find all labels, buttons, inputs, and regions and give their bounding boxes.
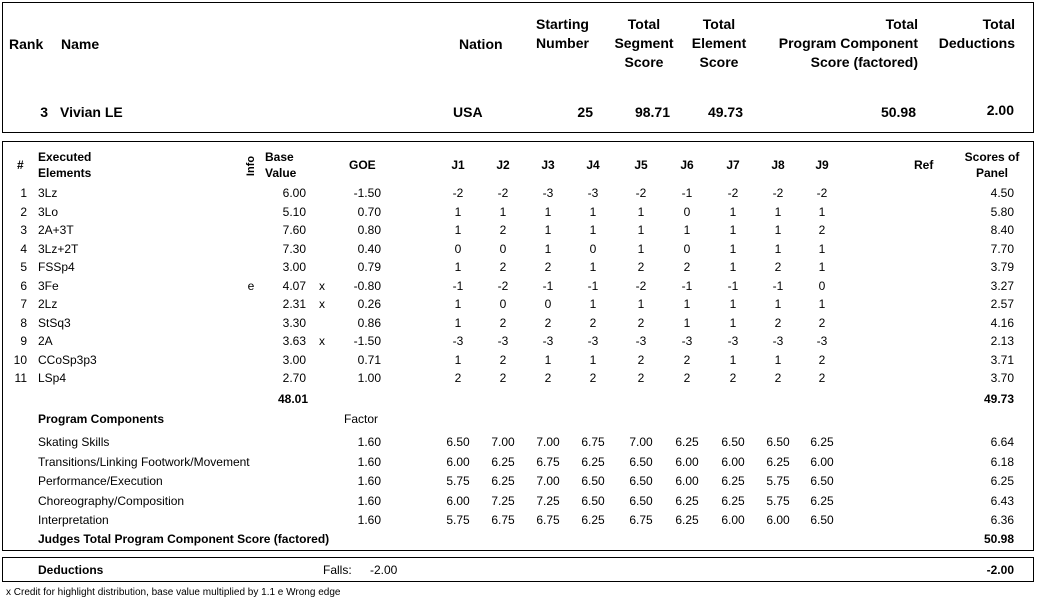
element-goe: 1.00 xyxy=(357,371,381,385)
element-number: 3 xyxy=(20,223,27,237)
element-name: FSSp4 xyxy=(38,260,75,274)
pc-judge-score: 5.75 xyxy=(446,513,470,528)
judge-header-2: J2 xyxy=(496,158,510,172)
element-panel-score: 5.80 xyxy=(990,204,1014,219)
element-judge-score: 0 xyxy=(499,297,507,311)
element-judge-score: -1 xyxy=(772,278,784,293)
element-judge-score: 2 xyxy=(774,371,782,385)
pc-judge-score: 6.00 xyxy=(721,513,745,528)
element-judge-score: 1 xyxy=(683,315,691,330)
skater-starting-number: 25 xyxy=(577,104,593,120)
element-judge-score: 2 xyxy=(637,352,645,367)
element-number: 7 xyxy=(20,297,27,311)
element-name: 2A+3T xyxy=(38,223,74,237)
pc-judge-score: 6.50 xyxy=(810,474,834,489)
element-judge-score: 2 xyxy=(818,315,826,330)
element-judge-score: 1 xyxy=(454,260,462,274)
element-judge-score: -1 xyxy=(542,278,554,293)
element-judge-score: 1 xyxy=(637,223,645,237)
pc-judge-score: 7.25 xyxy=(536,493,560,508)
element-judge-score: 2 xyxy=(544,371,552,385)
pc-judge-score: 6.50 xyxy=(629,493,653,508)
element-base-value: 3.00 xyxy=(282,352,306,367)
element-judge-score: 1 xyxy=(544,241,552,256)
pc-judge-score: 7.00 xyxy=(536,435,560,449)
skater-nation: USA xyxy=(453,104,483,120)
element-judge-score: 1 xyxy=(729,260,737,274)
deductions-label: Deductions xyxy=(38,563,104,577)
pc-judge-score: 6.25 xyxy=(721,474,745,489)
element-judge-score: 0 xyxy=(454,241,462,256)
pc-judge-score: 6.25 xyxy=(491,454,515,469)
pc-panel-score: 6.18 xyxy=(990,454,1014,469)
element-judge-score: 1 xyxy=(818,204,826,219)
element-panel-score: 2.13 xyxy=(990,334,1014,348)
col-base-header: Base Value xyxy=(265,150,297,180)
element-goe: -1.50 xyxy=(353,186,381,200)
element-judge-score: 1 xyxy=(637,204,645,219)
element-judge-score: -1 xyxy=(587,278,599,293)
element-judge-score: -3 xyxy=(497,334,509,348)
pc-panel-score: 6.43 xyxy=(990,493,1014,508)
deductions-total: -2.00 xyxy=(986,563,1014,577)
element-bonus-mark: x xyxy=(319,297,325,311)
element-judge-score: 1 xyxy=(818,241,826,256)
judge-header-3: J3 xyxy=(541,158,555,172)
element-judge-score: -3 xyxy=(635,334,647,348)
deductions-header: Total Deductions xyxy=(938,16,1015,51)
element-judge-score: -3 xyxy=(681,334,693,348)
pc-judge-score: 6.50 xyxy=(721,435,745,449)
element-judge-score: 2 xyxy=(818,223,826,237)
element-base-value: 5.10 xyxy=(282,204,306,219)
pc-judge-score: 6.75 xyxy=(629,513,653,528)
footnote: x Credit for highlight distribution, base value multiplied by 1.1 e Wrong edge xyxy=(6,587,341,598)
element-goe: 0.71 xyxy=(357,352,381,367)
element-judge-score: 2 xyxy=(818,371,826,385)
element-base-value: 4.07 xyxy=(282,278,306,293)
element-name: 3Lo xyxy=(38,204,59,219)
element-name: 2Lz xyxy=(38,297,58,311)
pc-judge-score: 6.00 xyxy=(766,513,790,528)
element-base-value: 6.00 xyxy=(282,186,306,200)
col-panel-header: Scores of Panel xyxy=(964,150,1020,180)
pc-panel-score: 6.64 xyxy=(990,435,1014,449)
element-judge-score: -2 xyxy=(816,186,828,200)
element-name: LSp4 xyxy=(38,371,67,385)
pc-total-label: Judges Total Program Component Score (factored) xyxy=(38,532,330,546)
element-panel-score: 7.70 xyxy=(990,241,1014,256)
judge-header-5: J5 xyxy=(634,158,648,172)
element-base-value: 7.60 xyxy=(282,223,306,237)
element-number: 10 xyxy=(13,352,27,367)
element-judge-score: 2 xyxy=(637,260,645,274)
nation-header: Nation xyxy=(459,36,503,52)
element-judge-score: -1 xyxy=(452,278,464,293)
skater-deductions: 2.00 xyxy=(986,102,1014,118)
element-base-value: 2.31 xyxy=(282,297,306,311)
pc-judge-score: 6.50 xyxy=(766,435,790,449)
pc-judge-score: 6.50 xyxy=(629,454,653,469)
element-base-value: 3.30 xyxy=(282,315,306,330)
element-base-value: 3.00 xyxy=(282,260,306,274)
panel-total: 49.73 xyxy=(983,392,1014,406)
element-goe: -1.50 xyxy=(353,334,381,348)
element-judge-score: 1 xyxy=(637,241,645,256)
pc-judge-score: 6.00 xyxy=(675,474,699,489)
skater-pcs: 50.98 xyxy=(880,104,916,120)
element-judge-score: 1 xyxy=(818,297,826,311)
pc-total: 50.98 xyxy=(983,532,1014,546)
pc-judge-score: 7.00 xyxy=(491,435,515,449)
element-name: StSq3 xyxy=(38,315,71,330)
pc-judge-score: 6.00 xyxy=(810,454,834,469)
element-judge-score: 2 xyxy=(683,371,691,385)
element-judge-score: 1 xyxy=(544,352,552,367)
element-name: 2A xyxy=(38,334,53,348)
element-info: e xyxy=(247,278,255,293)
pc-judge-score: 6.00 xyxy=(675,454,699,469)
pc-judge-score: 6.25 xyxy=(766,454,790,469)
element-judge-score: 1 xyxy=(683,223,691,237)
element-panel-score: 3.70 xyxy=(990,371,1014,385)
pc-judge-score: 6.25 xyxy=(491,474,515,489)
element-judge-score: 1 xyxy=(589,260,597,274)
element-bonus-mark: x xyxy=(319,278,325,293)
pc-judge-score: 6.00 xyxy=(721,454,745,469)
element-judge-score: 2 xyxy=(774,260,782,274)
element-judge-score: 0 xyxy=(818,278,826,293)
element-name: 3Lz xyxy=(38,186,58,200)
element-judge-score: 0 xyxy=(589,241,597,256)
pc-factor: 1.60 xyxy=(357,454,381,469)
tes-header: Total Element Score xyxy=(691,16,747,70)
element-number: 5 xyxy=(20,260,27,274)
element-judge-score: 1 xyxy=(729,241,737,256)
element-name: 3Lz+2T xyxy=(38,241,79,256)
element-judge-score: -2 xyxy=(497,278,509,293)
element-judge-score: 1 xyxy=(454,315,462,330)
element-judge-score: -3 xyxy=(542,334,554,348)
element-number: 2 xyxy=(20,204,27,219)
pc-name: Performance/Execution xyxy=(38,474,163,489)
pc-judge-score: 6.25 xyxy=(581,513,605,528)
element-name: CCoSp3p3 xyxy=(38,352,97,367)
element-number: 6 xyxy=(20,278,27,293)
element-judge-score: 1 xyxy=(454,352,462,367)
pc-judge-score: 6.25 xyxy=(581,454,605,469)
pc-judge-score: 6.75 xyxy=(536,454,560,469)
element-judge-score: 1 xyxy=(729,352,737,367)
pc-name: Interpretation xyxy=(38,513,109,528)
element-judge-score: 1 xyxy=(454,223,462,237)
pc-judge-score: 5.75 xyxy=(446,474,470,489)
element-judge-score: 2 xyxy=(544,315,552,330)
pc-judge-score: 6.75 xyxy=(536,513,560,528)
col-executed-header: Executed Elements xyxy=(38,150,92,180)
element-judge-score: 2 xyxy=(544,260,552,274)
pc-name: Skating Skills xyxy=(38,435,110,449)
element-judge-score: 1 xyxy=(729,223,737,237)
element-judge-score: 1 xyxy=(499,204,507,219)
pc-judge-score: 6.50 xyxy=(581,474,605,489)
element-judge-score: -3 xyxy=(772,334,784,348)
tss-header: Total Segment Score xyxy=(614,16,674,70)
element-judge-score: 2 xyxy=(637,315,645,330)
element-judge-score: 1 xyxy=(774,204,782,219)
element-number: 8 xyxy=(20,315,27,330)
element-panel-score: 4.50 xyxy=(990,186,1014,200)
element-name: 3Fe xyxy=(38,278,59,293)
element-judge-score: 2 xyxy=(683,352,691,367)
element-number: 9 xyxy=(20,334,27,348)
pc-judge-score: 6.25 xyxy=(810,493,834,508)
pc-judge-score: 6.00 xyxy=(446,454,470,469)
element-judge-score: -2 xyxy=(727,186,739,200)
element-judge-score: -3 xyxy=(727,334,739,348)
element-judge-score: 2 xyxy=(683,260,691,274)
pc-panel-score: 6.36 xyxy=(990,513,1014,528)
element-judge-score: -2 xyxy=(452,186,464,200)
judge-header-9: J9 xyxy=(815,158,829,172)
element-judge-score: 0 xyxy=(499,241,507,256)
pc-judge-score: 6.50 xyxy=(581,493,605,508)
element-judge-score: 2 xyxy=(499,352,507,367)
pc-judge-score: 6.25 xyxy=(810,435,834,449)
pc-judge-score: 5.75 xyxy=(766,493,790,508)
element-judge-score: 1 xyxy=(454,204,462,219)
skater-tss: 98.71 xyxy=(634,104,670,120)
element-judge-score: -3 xyxy=(587,186,599,200)
pc-factor-header: Factor xyxy=(344,412,379,426)
element-goe: 0.79 xyxy=(357,260,381,274)
falls-label: Falls: xyxy=(323,563,352,577)
element-bonus-mark: x xyxy=(319,334,325,348)
pcs-header: Total Program Component Score (factored) xyxy=(778,16,918,70)
element-judge-score: 1 xyxy=(454,297,462,311)
starting-number-header: Starting Number xyxy=(536,16,589,51)
pc-factor: 1.60 xyxy=(357,474,381,489)
pc-title: Program Components xyxy=(38,412,165,426)
element-judge-score: -3 xyxy=(587,334,599,348)
element-panel-score: 3.71 xyxy=(990,352,1014,367)
pc-judge-score: 7.00 xyxy=(536,474,560,489)
pc-judge-score: 6.75 xyxy=(491,513,515,528)
element-judge-score: -2 xyxy=(772,186,784,200)
judge-header-4: J4 xyxy=(586,158,600,172)
element-judge-score: -3 xyxy=(542,186,554,200)
pc-judge-score: 6.50 xyxy=(810,513,834,528)
element-judge-score: 1 xyxy=(774,241,782,256)
pc-factor: 1.60 xyxy=(357,513,381,528)
element-goe: 0.80 xyxy=(357,223,381,237)
element-judge-score: 0 xyxy=(683,241,691,256)
pc-judge-score: 6.50 xyxy=(446,435,470,449)
element-judge-score: 1 xyxy=(589,204,597,219)
col-goe-header: GOE xyxy=(349,158,376,172)
pc-judge-score: 6.25 xyxy=(675,513,699,528)
element-judge-score: 2 xyxy=(499,315,507,330)
element-judge-score: -1 xyxy=(727,278,739,293)
element-judge-score: -2 xyxy=(635,278,647,293)
element-judge-score: 1 xyxy=(774,297,782,311)
element-goe: -0.80 xyxy=(353,278,381,293)
rank-header: Rank xyxy=(9,36,44,52)
pc-judge-score: 6.00 xyxy=(446,493,470,508)
element-judge-score: 2 xyxy=(499,223,507,237)
element-judge-score: 1 xyxy=(729,297,737,311)
element-judge-score: 1 xyxy=(774,223,782,237)
element-judge-score: 2 xyxy=(454,371,462,385)
element-number: 4 xyxy=(20,241,27,256)
element-judge-score: -2 xyxy=(497,186,509,200)
pc-judge-score: 6.25 xyxy=(675,493,699,508)
pc-judge-score: 5.75 xyxy=(766,474,790,489)
element-judge-score: -3 xyxy=(452,334,464,348)
element-judge-score: -3 xyxy=(816,334,828,348)
element-judge-score: 1 xyxy=(729,315,737,330)
pc-name: Transitions/Linking Footwork/Movement xyxy=(38,454,250,469)
element-judge-score: -1 xyxy=(681,278,693,293)
pc-factor: 1.60 xyxy=(357,435,381,449)
score-detail-box xyxy=(2,141,1034,551)
element-judge-score: 1 xyxy=(589,223,597,237)
judge-header-8: J8 xyxy=(771,158,785,172)
element-panel-score: 3.27 xyxy=(990,278,1014,293)
element-judge-score: 1 xyxy=(589,352,597,367)
pc-panel-score: 6.25 xyxy=(990,474,1014,489)
element-judge-score: 1 xyxy=(589,297,597,311)
pc-judge-score: 7.25 xyxy=(491,493,515,508)
col-num-header: # xyxy=(17,158,24,172)
judge-header-7: J7 xyxy=(726,158,740,172)
element-judge-score: 1 xyxy=(774,352,782,367)
element-goe: 0.86 xyxy=(357,315,381,330)
base-total: 48.01 xyxy=(277,392,308,406)
pc-factor: 1.60 xyxy=(357,493,381,508)
element-judge-score: 1 xyxy=(544,204,552,219)
skater-name: Vivian LE xyxy=(60,104,123,120)
element-judge-score: 2 xyxy=(589,315,597,330)
element-judge-score: 0 xyxy=(683,204,691,219)
element-judge-score: 1 xyxy=(544,223,552,237)
element-judge-score: 1 xyxy=(729,204,737,219)
skater-tes: 49.73 xyxy=(707,104,743,120)
element-judge-score: 2 xyxy=(637,371,645,385)
element-panel-score: 3.79 xyxy=(990,260,1014,274)
element-base-value: 7.30 xyxy=(282,241,306,256)
col-info-header: Info xyxy=(245,155,258,177)
pc-judge-score: 7.00 xyxy=(629,435,653,449)
element-base-value: 2.70 xyxy=(282,371,306,385)
element-panel-score: 4.16 xyxy=(990,315,1014,330)
pc-judge-score: 6.25 xyxy=(675,435,699,449)
element-judge-score: 1 xyxy=(637,297,645,311)
element-judge-score: 0 xyxy=(544,297,552,311)
pc-judge-score: 6.75 xyxy=(581,435,605,449)
element-panel-score: 8.40 xyxy=(990,223,1014,237)
element-judge-score: 2 xyxy=(774,315,782,330)
col-ref-header: Ref xyxy=(914,158,934,172)
element-goe: 0.40 xyxy=(357,241,381,256)
judge-header-1: J1 xyxy=(451,158,465,172)
element-goe: 0.70 xyxy=(357,204,381,219)
pc-judge-score: 6.25 xyxy=(721,493,745,508)
element-judge-score: 2 xyxy=(589,371,597,385)
deductions-box xyxy=(2,557,1034,582)
element-judge-score: 2 xyxy=(499,260,507,274)
skater-rank: 3 xyxy=(40,104,48,120)
element-judge-score: 2 xyxy=(818,352,826,367)
judge-header-6: J6 xyxy=(680,158,694,172)
element-judge-score: 1 xyxy=(818,260,826,274)
pc-judge-score: 6.50 xyxy=(629,474,653,489)
element-number: 1 xyxy=(20,186,27,200)
falls-value: -2.00 xyxy=(370,563,398,577)
element-base-value: 3.63 xyxy=(282,334,306,348)
pc-name: Choreography/Composition xyxy=(38,493,185,508)
element-number: 11 xyxy=(14,371,27,385)
element-judge-score: 2 xyxy=(729,371,737,385)
element-judge-score: 1 xyxy=(683,297,691,311)
name-header: Name xyxy=(61,36,100,52)
element-panel-score: 2.57 xyxy=(990,297,1014,311)
element-judge-score: -1 xyxy=(681,186,693,200)
element-judge-score: 2 xyxy=(499,371,507,385)
element-judge-score: -2 xyxy=(635,186,647,200)
element-goe: 0.26 xyxy=(357,297,381,311)
